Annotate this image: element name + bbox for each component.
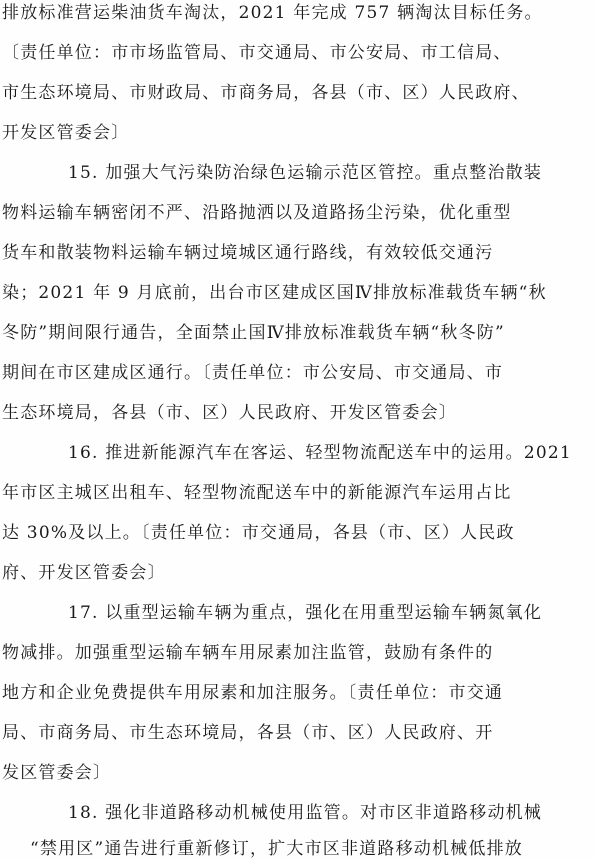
text-line: 市生态环境局、市财政局、市商务局，各县（市、区）人民政府、: [2, 83, 530, 103]
text-line: 18. 强化非道路移动机械使用监管。对市区非道路移动机械: [68, 803, 543, 823]
text-line: 期间在市区建成区通行。〔责任单位：市公安局、市交通局、市: [2, 363, 504, 383]
text-line: 开发区管委会〕: [2, 123, 130, 143]
text-line: 16. 推进新能源汽车在客运、轻型物流配送车中的运用。2021: [68, 443, 572, 463]
text-line: 达 30%及以上。〔责任单位：市交通局，各县（市、区）人民政: [2, 523, 515, 543]
text-line: 15. 加强大气污染防治绿色运输示范区管控。重点整治散装: [68, 163, 543, 183]
text-line: “禁用区”通告进行重新修订，扩大市区非道路移动机械低排放: [30, 839, 523, 859]
text-line: 冬防”期间限行通告，全面禁止国Ⅳ排放标准载货车辆“秋冬防”: [2, 323, 505, 343]
text-line: 物减排。加强重型运输车辆车用尿素加注监管，鼓励有条件的: [2, 643, 494, 663]
text-line: 排放标准营运柴油货车淘汰，2021 年完成 757 辆淘汰目标任务。: [2, 3, 543, 23]
text-line: 17. 以重型运输车辆为重点，强化在用重型运输车辆氮氧化: [68, 603, 543, 623]
text-line: 发区管委会〕: [2, 763, 112, 783]
text-line: 货车和散装物料运输车辆过境城区通行路线，有效较低交通污: [2, 243, 494, 263]
text-line: 〔责任单位：市市场监管局、市交通局、市公安局、市工信局、: [2, 43, 512, 63]
text-line: 生态环境局，各县（市、区）人民政府、开发区管委会〕: [2, 403, 457, 423]
text-line: 府、开发区管委会〕: [2, 563, 166, 583]
text-line: 地方和企业免费提供车用尿素和加注服务。〔责任单位：市交通: [2, 683, 504, 703]
text-line: 染；2021 年 9 月底前，出台市区建成区国Ⅳ排放标准载货车辆“秋: [2, 283, 547, 303]
text-line: 物料运输车辆密闭不严、沿路抛洒以及道路扬尘污染，优化重型: [2, 203, 512, 223]
text-line: 年市区主城区出租车、轻型物流配送车中的新能源汽车运用占比: [2, 483, 512, 503]
text-line: 局、市商务局、市生态环境局，各县（市、区）人民政府、开: [2, 723, 494, 743]
